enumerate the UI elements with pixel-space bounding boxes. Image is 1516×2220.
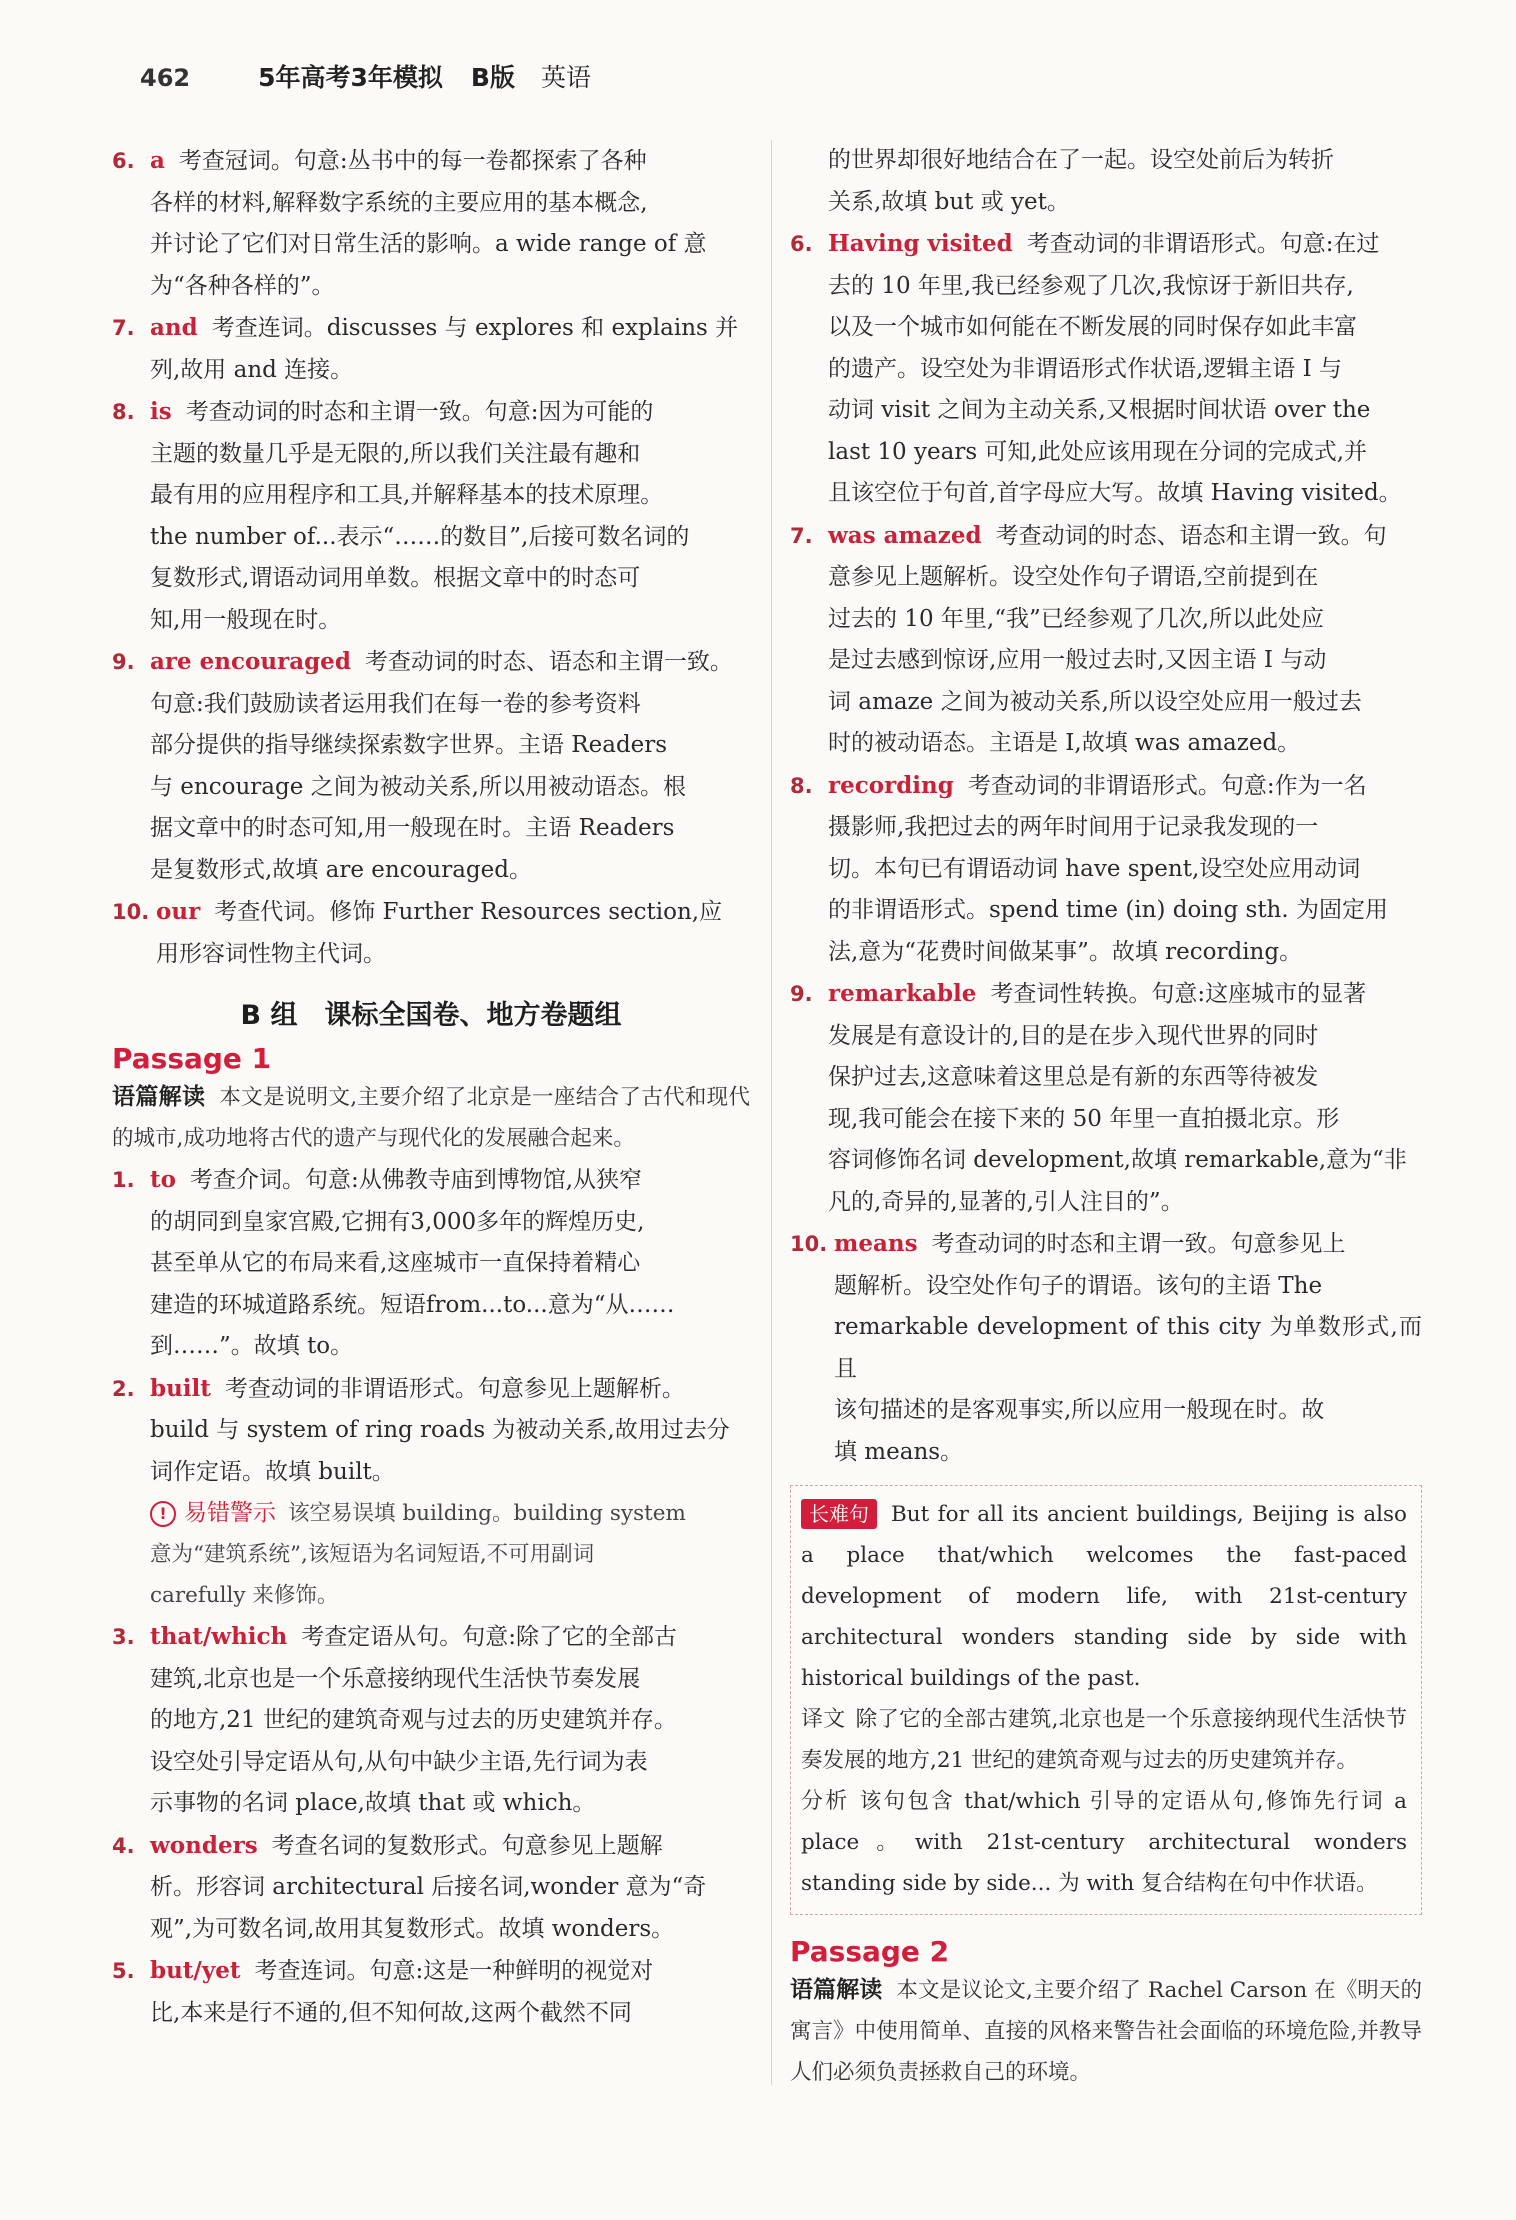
right-column xyxy=(790,140,1422,2093)
item-explanation: 考查动词的时态、语态和主谓一致。句 xyxy=(995,522,1387,549)
answer-item-line xyxy=(112,1742,750,1784)
item-explanation: 复数形式,谓语动词用单数。根据文章中的时态可 xyxy=(150,565,641,591)
long-sentence-english xyxy=(801,1494,1407,1699)
answer-item-line xyxy=(790,266,1422,308)
item-explanation: 词作定语。故填 built。 xyxy=(150,1458,395,1485)
answer-item-line xyxy=(112,1659,750,1701)
answer-item-line xyxy=(112,434,750,476)
item-explanation: 的非谓语形式。spend time (in) doing sth. 为固定用 xyxy=(828,897,1388,923)
item-answer: was amazed xyxy=(828,521,982,549)
answer-item xyxy=(790,223,1422,266)
answer-item xyxy=(112,307,750,350)
item-explanation: 词 amaze 之间为被动关系,所以设空处应用一般过去 xyxy=(828,688,1362,715)
item-number: 7. xyxy=(790,523,813,548)
answer-item-line xyxy=(112,350,750,392)
item-explanation: 考查名词的复数形式。句意参见上题解 xyxy=(271,1832,663,1859)
item-explanation: 的遗产。设空处为非谓语形式作状语,逻辑主语 I 与 xyxy=(828,355,1343,382)
translation-text: 除了它的全部古建筑,北京也是一个乐意接纳现代生活快节奏发展的地方,21 世纪的建筑奇观与过去的历史建筑并存。 xyxy=(801,1707,1407,1773)
answer-item-line xyxy=(112,1452,750,1494)
answer-item-line xyxy=(790,390,1422,432)
error-warning xyxy=(112,1493,750,1616)
item-explanation: 考查定语从句。句意:除了它的全部古 xyxy=(301,1624,678,1650)
answer-item-line xyxy=(790,1057,1422,1099)
analysis-text: 本文是说明文,主要介绍了北京是一座结合了古代和现代的城市,成功地将古代的遗产与现代化的发展融合起来。 xyxy=(112,1085,750,1151)
item-explanation: 列,故用 and 连接。 xyxy=(150,356,354,383)
answer-item-line xyxy=(112,475,750,517)
item-explanation: 考查词性转换。句意:这座城市的显著 xyxy=(990,981,1367,1007)
answer-item xyxy=(112,140,750,183)
item-explanation: 句意:我们鼓励读者运用我们在每一卷的参考资料 xyxy=(150,690,641,717)
item-explanation: 考查冠词。句意:丛书中的每一卷都探索了各种 xyxy=(178,148,647,174)
item-explanation: 切。本句已有谓语动词 have spent,设空处应用动词 xyxy=(828,855,1361,882)
answer-item-line xyxy=(112,1285,750,1327)
item-answer: our xyxy=(156,898,201,925)
translation-label: 译文 xyxy=(801,1707,846,1732)
item-explanation: 建造的环城道路系统。短语from...to...意为“从…… xyxy=(150,1291,675,1318)
item-explanation: 为“各种各样的”。 xyxy=(150,272,335,299)
item-explanation: last 10 years 可知,此处应该用现在分词的完成式,并 xyxy=(828,438,1368,465)
answer-item-line xyxy=(790,932,1422,974)
long-sentence-tag: 长难句 xyxy=(801,1499,877,1529)
answer-item-line xyxy=(112,517,750,559)
answer-item-line xyxy=(790,1182,1422,1224)
answer-item-line xyxy=(790,1016,1422,1058)
answer-item-line xyxy=(112,1243,750,1285)
item-number: 10. xyxy=(790,1232,828,1256)
book-series-title: 5年高考3年模拟 xyxy=(258,63,443,92)
long-sentence-analysis xyxy=(801,1781,1407,1904)
item-answer: wonders xyxy=(150,1831,258,1859)
long-sentence-text: But for all its ancient buildings, Beijing is also a place that/which welcomes the fast-paced development of modern life, with 21st-century architectural wonders standing side by side with historical buildings of the past. xyxy=(801,1502,1407,1691)
answer-item-line xyxy=(112,767,750,809)
warning-label: 易错警示 xyxy=(184,1500,276,1526)
item-explanation: 是复数形式,故填 are encouraged。 xyxy=(150,856,532,883)
item-number: 8. xyxy=(790,773,813,798)
item-explanation: 考查动词的时态、语态和主谓一致。 xyxy=(364,649,733,675)
answer-item-line xyxy=(790,807,1422,849)
answer-item-line xyxy=(790,1307,1422,1390)
answer-item-line xyxy=(112,266,750,308)
answer-item-line xyxy=(112,850,750,892)
item-explanation: 各样的材料,解释数字系统的主要应用的基本概念, xyxy=(150,189,648,216)
answer-item xyxy=(112,891,750,934)
item-explanation: 的胡同到皇家宫殿,它拥有3,000多年的辉煌历史, xyxy=(150,1208,645,1235)
item-explanation: 该句描述的是客观事实,所以应用一般现在时。故 xyxy=(834,1397,1325,1423)
item-answer: that/which xyxy=(150,1623,288,1650)
answer-item-line xyxy=(112,600,750,642)
answer-item xyxy=(790,765,1422,808)
answer-item-line xyxy=(112,1410,750,1452)
item-explanation: 动词 visit 之间为主动关系,又根据时间状语 over the xyxy=(828,397,1371,423)
answer-item xyxy=(112,1950,750,1993)
item-number: 10. xyxy=(112,900,150,924)
item-explanation: 的地方,21 世纪的建筑奇观与过去的历史建筑并存。 xyxy=(150,1707,677,1733)
item-explanation: 示事物的名词 place,故填 that 或 which。 xyxy=(150,1790,596,1816)
item-explanation: 时的被动语态。主语是 I,故填 was amazed。 xyxy=(828,730,1301,756)
item-explanation: 保护过去,这意味着这里总是有新的东西等待被发 xyxy=(828,1064,1319,1090)
left-column xyxy=(112,140,750,2034)
answer-item-line xyxy=(790,849,1422,891)
item-explanation: 考查连词。discusses 与 explores 和 explains 并 xyxy=(211,315,739,341)
item-explanation: 观”,为可数名词,故用其复数形式。故填 wonders。 xyxy=(150,1915,675,1942)
item-explanation: the number of...表示“……的数目”,后接可数名词的 xyxy=(150,523,690,550)
item-explanation: 考查连词。句意:这是一种鲜明的视觉对 xyxy=(254,1958,654,1984)
item-explanation: 考查代词。修饰 Further Resources section,应 xyxy=(214,899,723,925)
answer-item xyxy=(112,1159,750,1202)
book-subject: 英语 xyxy=(540,63,591,92)
item-answer: remarkable xyxy=(828,980,977,1007)
item-number: 5. xyxy=(112,1959,135,1983)
answer-item-line xyxy=(790,599,1422,641)
answer-item-line xyxy=(112,684,750,726)
answer-item-line xyxy=(112,1867,750,1909)
item-explanation: remarkable development of this city 为单数形式,而且 xyxy=(834,1314,1422,1382)
item-explanation: 是过去感到惊讶,应用一般过去时,又因主语 I 与动 xyxy=(828,647,1327,673)
analysis-label: 语篇解读 xyxy=(112,1084,206,1110)
item-answer: built xyxy=(150,1374,211,1402)
answer-item xyxy=(790,1223,1422,1266)
item-explanation: 摄影师,我把过去的两年时间用于记录我发现的一 xyxy=(828,814,1319,840)
answer-item-line xyxy=(112,558,750,600)
item-answer: a xyxy=(150,147,165,174)
answer-item-line xyxy=(112,1783,750,1825)
answer-item-line xyxy=(112,224,750,266)
item-explanation: 最有用的应用程序和工具,并解释基本的技术原理。 xyxy=(150,482,664,508)
answer-item-line xyxy=(790,557,1422,599)
item-answer: means xyxy=(834,1230,918,1257)
continued-line: 关系,故填 but 或 yet。 xyxy=(828,188,1070,215)
item-explanation: 考查动词的时态和主谓一致。句意参见上 xyxy=(931,1231,1346,1257)
item-explanation: 到……”。故填 to。 xyxy=(150,1333,354,1359)
answer-item-line xyxy=(112,1993,750,2035)
answer-item xyxy=(112,1616,750,1659)
item-explanation: 据文章中的时态可知,用一般现在时。主语 Readers xyxy=(150,815,675,841)
item-number: 9. xyxy=(112,650,135,674)
answer-list-c xyxy=(112,1616,750,2034)
item-answer: recording xyxy=(828,771,954,799)
item-explanation: 用形容词性物主代词。 xyxy=(156,940,386,967)
exclamation-icon: ! xyxy=(150,1501,176,1527)
analysis-sub-label: 分析 xyxy=(801,1789,850,1814)
item-explanation: 发展是有意设计的,目的是在步入现代世界的同时 xyxy=(828,1022,1319,1049)
item-answer: is xyxy=(150,398,172,425)
answer-list-right xyxy=(790,223,1422,1473)
item-explanation: build 与 system of ring roads 为被动关系,故用过去分 xyxy=(150,1417,730,1443)
item-number: 6. xyxy=(790,232,813,256)
item-explanation: 容词修饰名词 development,故填 remarkable,意为“非 xyxy=(828,1147,1407,1173)
item-explanation: 凡的,奇异的,显著的,引人注目的”。 xyxy=(828,1188,1184,1215)
answer-item-line xyxy=(112,1202,750,1244)
warning-text: carefully 来修饰。 xyxy=(150,1583,339,1608)
item-explanation: 考查动词的时态和主谓一致。句意:因为可能的 xyxy=(185,399,654,425)
warning-text: 意为“建筑系统”,该短语为名词短语,不可用副词 xyxy=(150,1542,595,1567)
answer-item xyxy=(112,391,750,434)
answer-item-line xyxy=(790,307,1422,349)
passage-1-title: Passage 1 xyxy=(112,1042,272,1075)
answer-item-line xyxy=(790,349,1422,391)
item-answer: Having visited xyxy=(828,230,1013,257)
analysis-label: 语篇解读 xyxy=(790,1977,883,2003)
answer-item-line xyxy=(790,1390,1422,1432)
item-explanation: 去的 10 年里,我已经参观了几次,我惊讶于新旧共存, xyxy=(828,272,1354,299)
item-number: 6. xyxy=(112,149,135,173)
item-explanation: 意参见上题解析。设空处作句子谓语,空前提到在 xyxy=(828,564,1319,590)
long-sentence-box xyxy=(790,1485,1422,1915)
continued-text xyxy=(790,140,1422,223)
answer-item-line xyxy=(790,432,1422,474)
page-number: 462 xyxy=(140,64,191,92)
passage-2-analysis xyxy=(790,1970,1422,2093)
passage-1-analysis xyxy=(112,1077,750,1159)
answer-item-line xyxy=(790,1266,1422,1308)
item-number: 1. xyxy=(112,1168,135,1192)
item-explanation: 考查介词。句意:从佛教寺庙到博物馆,从狭窄 xyxy=(189,1167,643,1193)
answer-item-line xyxy=(112,808,750,850)
item-number: 2. xyxy=(112,1376,135,1401)
item-explanation: 部分提供的指导继续探索数字世界。主语 Readers xyxy=(150,732,668,758)
item-answer: to xyxy=(150,1166,176,1193)
answer-item-line xyxy=(112,934,750,976)
answer-list-a xyxy=(112,140,750,975)
answer-item-line xyxy=(112,1700,750,1742)
item-explanation: 甚至单从它的布局来看,这座城市一直保持着精心 xyxy=(150,1250,641,1276)
item-number: 9. xyxy=(790,982,813,1006)
item-explanation: 并讨论了它们对日常生活的影响。a wide range of 意 xyxy=(150,231,707,257)
answer-item-line xyxy=(790,473,1422,515)
item-explanation: 以及一个城市如何能在不断发展的同时保存如此丰富 xyxy=(828,314,1357,340)
item-number: 7. xyxy=(112,316,135,340)
answer-item-line xyxy=(112,725,750,767)
item-explanation: 现,我可能会在接下来的 50 年里一直拍摄北京。形 xyxy=(828,1105,1340,1132)
item-explanation: 考查动词的非谓语形式。句意:作为一名 xyxy=(967,772,1367,799)
item-number: 4. xyxy=(112,1833,135,1858)
item-explanation: 建筑,北京也是一个乐意接纳现代生活快节奏发展 xyxy=(150,1665,641,1692)
item-answer: and xyxy=(150,314,198,341)
book-edition: B版 xyxy=(470,63,515,92)
answer-item xyxy=(112,1825,750,1868)
answer-item-line xyxy=(112,1909,750,1951)
item-explanation: 填 means。 xyxy=(834,1438,964,1465)
item-explanation: 题解析。设空处作句子的谓语。该句的主语 The xyxy=(834,1272,1323,1299)
answer-item-line xyxy=(790,1099,1422,1141)
item-number: 8. xyxy=(112,400,135,424)
section-title: B 组 课标全国卷、地方卷题组 xyxy=(240,1000,622,1031)
long-sentence-translation xyxy=(801,1699,1407,1781)
item-explanation: 与 encourage 之间为被动关系,所以用被动语态。根 xyxy=(150,773,686,800)
item-explanation: 考查动词的非谓语形式。句意参见上题解析。 xyxy=(224,1375,685,1402)
answer-item xyxy=(790,973,1422,1016)
answer-item xyxy=(790,515,1422,558)
analysis-text: 本文是议论文,主要介绍了 Rachel Carson 在《明天的寓言》中使用简单、直接的风格来警告社会面临的环境危险,并教导人们必须负责拯救自己的环境。 xyxy=(790,1978,1423,2085)
column-divider xyxy=(771,140,772,2085)
answer-item-line xyxy=(790,640,1422,682)
item-explanation: 过去的 10 年里,“我”已经参观了几次,所以此处应 xyxy=(828,605,1325,632)
passage-2-title: Passage 2 xyxy=(790,1935,950,1968)
answer-item xyxy=(112,641,750,684)
item-explanation: 主题的数量几乎是无限的,所以我们关注最有趣和 xyxy=(150,440,641,467)
answer-item-line xyxy=(790,682,1422,724)
answer-item-line xyxy=(790,723,1422,765)
item-explanation: 析。形容词 architectural 后接名词,wonder 意为“奇 xyxy=(150,1874,707,1900)
warning-text: 该空易误填 building。building system xyxy=(288,1501,686,1526)
answer-item-line xyxy=(112,183,750,225)
item-number: 3. xyxy=(112,1625,135,1649)
page-header xyxy=(140,58,591,98)
answer-item-line xyxy=(790,1432,1422,1474)
continued-line: 的世界却很好地结合在了一起。设空处前后为转折 xyxy=(828,147,1334,173)
answer-list-b xyxy=(112,1159,750,1493)
answer-item-line xyxy=(790,1140,1422,1182)
item-explanation: 知,用一般现在时。 xyxy=(150,606,342,633)
item-answer: are encouraged xyxy=(150,648,351,675)
item-explanation: 比,本来是行不通的,但不知何故,这两个截然不同 xyxy=(150,1999,632,2026)
answer-item xyxy=(112,1368,750,1411)
item-explanation: 且该空位于句首,首字母应大写。故填 Having visited。 xyxy=(828,480,1402,506)
item-answer: but/yet xyxy=(150,1957,241,1984)
item-explanation: 法,意为“花费时间做某事”。故填 recording。 xyxy=(828,938,1303,965)
answer-item-line xyxy=(112,1326,750,1368)
answer-item-line xyxy=(790,890,1422,932)
item-explanation: 考查动词的非谓语形式。句意:在过 xyxy=(1026,231,1380,257)
item-explanation: 设空处引导定语从句,从句中缺少主语,先行词为表 xyxy=(150,1748,648,1775)
analysis-sub-text: 该句包含 that/which 引导的定语从句,修饰先行词 a place。with 21st-century architectural wonders standing side by side... 为 with 复合结构在句中作状语。 xyxy=(801,1789,1407,1896)
